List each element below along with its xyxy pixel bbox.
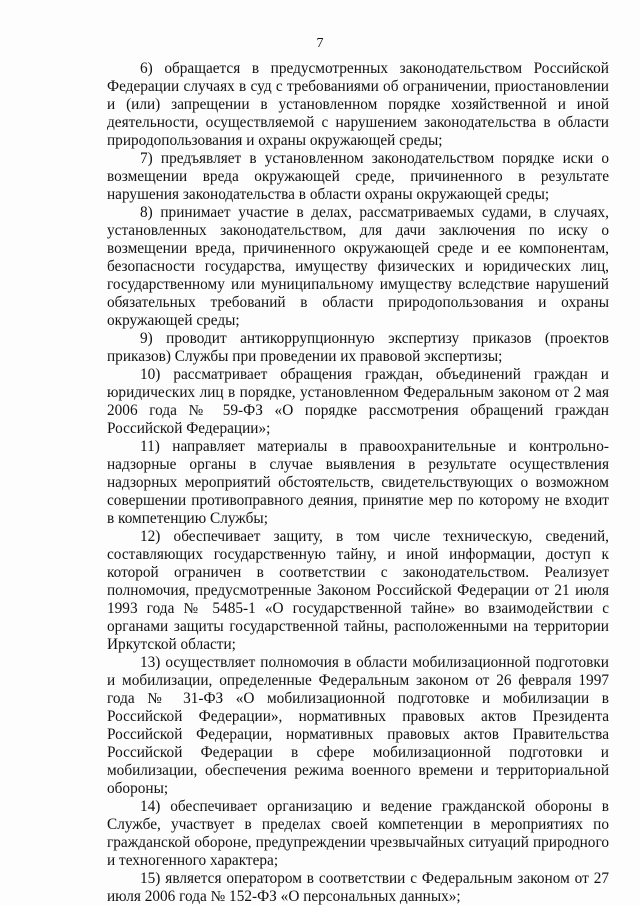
paragraph-item-12: 12) обеспечивает защиту, в том числе техническую, сведений, составляющих государственную тайну, и иной информации, доступ к которой ограничен в соответствии с законодательством. Реализует полномочия, предусмотренные Законом Российской Федерации от 21 июля 1993 года № 5485-1 «О государственной тайне» во взаимодействии с органами защиты государственной тайны, расположенными на территории Иркутской области;: [107, 528, 609, 653]
paragraph-item-7: 7) предъявляет в установленном законодательством порядке иски о возмещении вреда окружающей среде, причиненного в результате нарушения законодательства в области охраны окружающей среды;: [107, 150, 609, 203]
paragraph-item-15: 15) является оператором в соответствии с Федеральным законом от 27 июля 2006 года № 152-ФЗ «О персональных данных»;: [107, 870, 609, 905]
page-number: 7: [316, 36, 324, 51]
paragraph-item-10: 10) рассматривает обращения граждан, объединений граждан и юридических лиц в порядке, установленном Федеральным законом от 2 мая 2006 года № 59-ФЗ «О порядке рассмотрения обращений граждан Российской Федерации»;: [107, 366, 609, 437]
paragraph-item-14: 14) обеспечивает организацию и ведение гражданской обороны в Службе, участвует в пределах своей компетенции в мероприятиях по гражданской обороне, предупреждении чрезвычайных ситуаций природного и техногенного характера;: [107, 798, 609, 869]
document-body: [107, 60, 609, 906]
paragraph-item-8: 8) принимает участие в делах, рассматриваемых судами, в случаях, установленных законодательством, для дачи заключения по иску о возмещении вреда, причиненного окружающей среде и ее компонентам, безопасности государства, имуществу физических и юридических лиц, государственному или муниципальному имуществу вследствие нарушений обязательных требований в области природопользования и охраны окружающей среды;: [107, 204, 609, 329]
paragraph-item-11: 11) направляет материалы в правоохранительные и контрольно-надзорные органы в случае выявления в результате осуществления надзорных мероприятий обстоятельств, свидетельствующих о возможном совершении противоправного деяния, принятие мер по которому не входит в компетенцию Службы;: [107, 438, 609, 527]
paragraph-item-9: 9) проводит антикоррупционную экспертизу приказов (проектов приказов) Службы при проведении их правовой экспертизы;: [107, 330, 609, 365]
paragraph-item-6: 6) обращается в предусмотренных законодательством Российской Федерации случаях в суд с требованиями об ограничении, приостановлении и (или) запрещении в установленном порядке хозяйственной и иной деятельности, осуществляемой с нарушением законодательства в области природопользования и охраны окружающей среды;: [107, 60, 609, 149]
paragraph-item-13: 13) осуществляет полномочия в области мобилизационной подготовки и мобилизации, определенные Федеральным законом от 26 февраля 1997 года № 31-ФЗ «О мобилизационной подготовке и мобилизации в Российской Федерации», нормативных правовых актов Президента Российской Федерации, нормативных правовых актов Правительства Российской Федерации в сфере мобилизационной подготовки и мобилизации, обеспечения режима военного времени и территориальной обороны;: [107, 654, 609, 797]
